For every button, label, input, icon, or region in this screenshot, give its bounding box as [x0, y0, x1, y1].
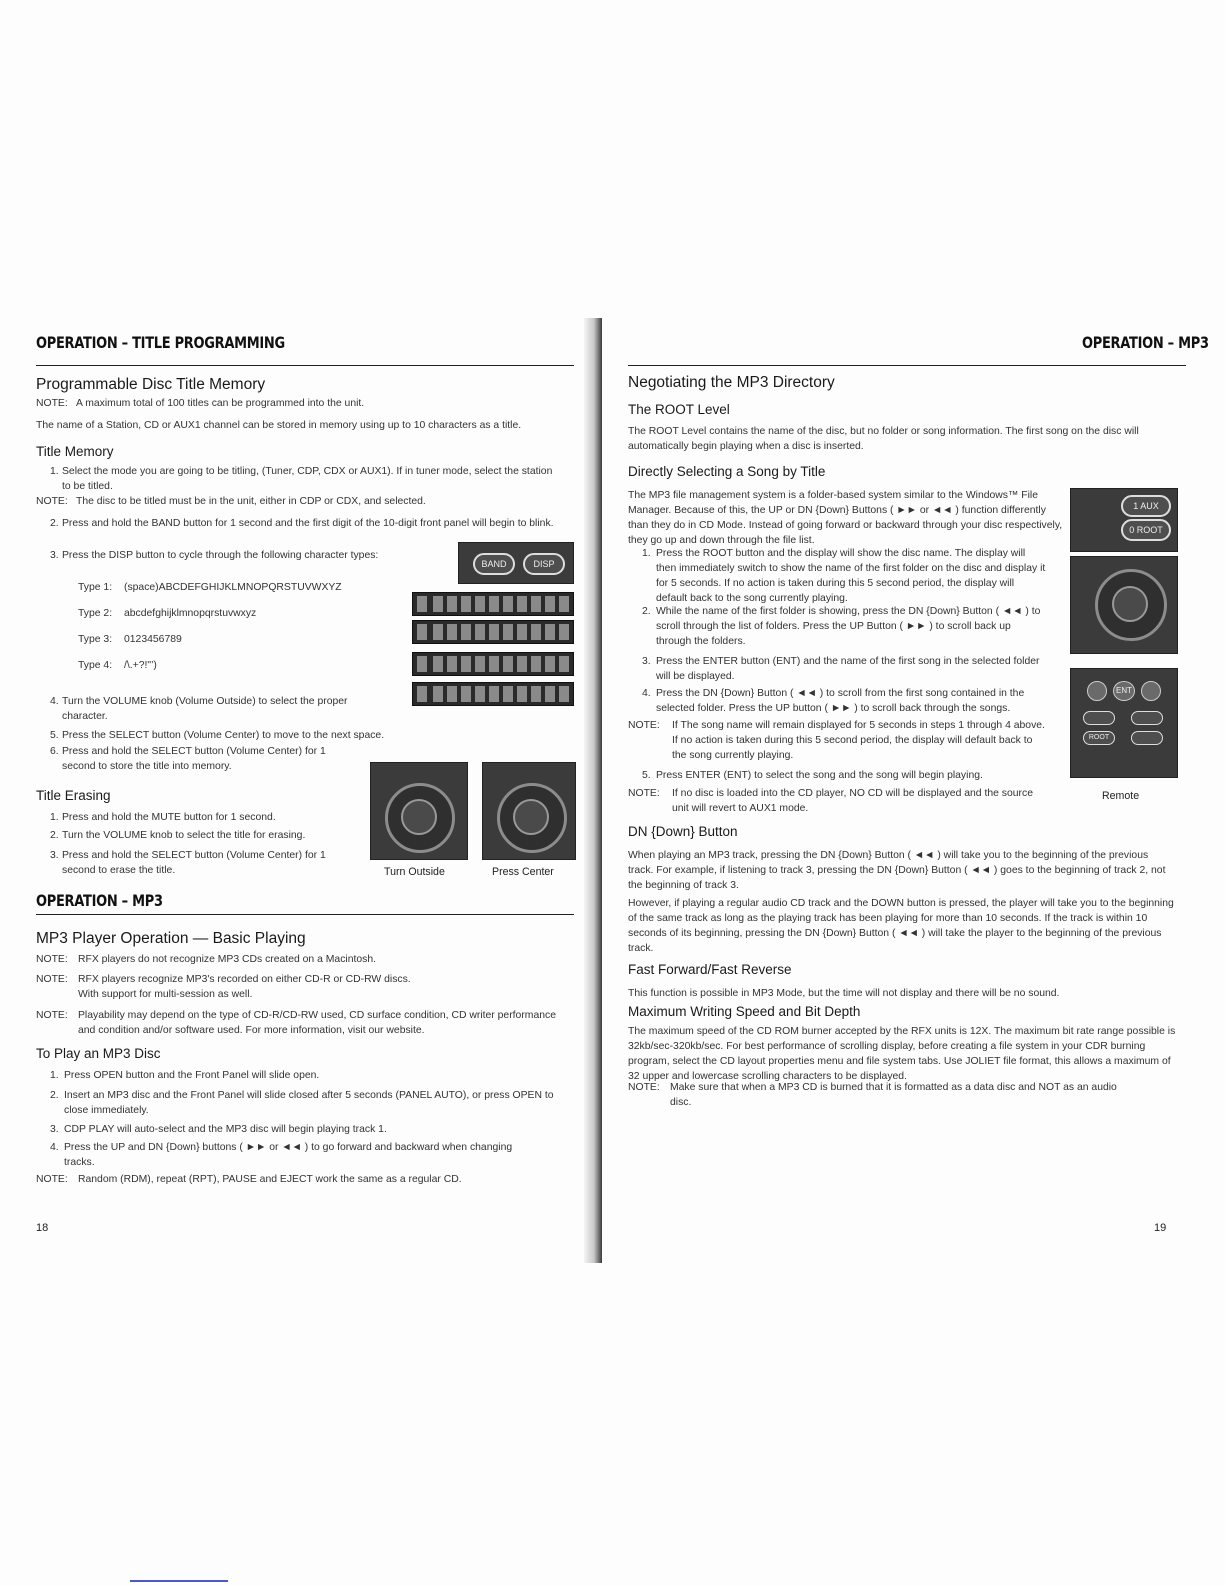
note-text: RFX players recognize MP3's recorded on either CD-R or CD-RW discs. With support for multi-session as well. — [78, 974, 411, 1000]
note-label: NOTE: — [36, 974, 68, 985]
paragraph-maximum: The maximum speed of the CD ROM burner accepted by the RFX units is 12X. The maximum bit rate range possible is 32kb/sec-320kb/sec. For best performance of scrolling display, before creating a file system in your CDR burning program, select the CD layout properties menu and file system tabs. Use JOLIET file format, this allows a maximum of 32 upper and lowercase scrolling characters to be displayed. — [628, 1026, 1176, 1082]
list-number: 5. — [50, 730, 59, 741]
lcd-display-icon — [412, 620, 574, 644]
volume-knob-icon — [370, 762, 468, 860]
list-item: Press the SELECT button (Volume Center) to move to the next space. — [62, 730, 385, 741]
heading-programmable-disc-title-memory: Programmable Disc Title Memory — [36, 376, 266, 393]
list-number: 2. — [642, 606, 651, 617]
left-page — [0, 0, 600, 1585]
list-number: 3. — [642, 656, 651, 667]
header-rule — [36, 914, 574, 915]
note-text: A maximum total of 100 titles can be programmed into the unit. — [76, 398, 365, 409]
page-number: 19 — [1154, 1222, 1167, 1234]
header-rule — [36, 365, 574, 366]
volume-knob-icon — [1070, 556, 1178, 654]
volume-knob-icon — [482, 762, 576, 860]
remote-control-icon — [1070, 668, 1178, 778]
note-label: NOTE: — [628, 720, 660, 731]
note-label: NOTE: — [36, 1174, 68, 1185]
list-number: 5. — [642, 770, 651, 781]
list-number: 3. — [50, 850, 59, 861]
caption-remote: Remote — [1102, 790, 1140, 802]
note-text: If The song name will remain displayed for 5 seconds in steps 1 through 4 above. If no action is taken during this 5 second period, the display will default back to the song currently playing. — [672, 720, 1045, 761]
note-label: NOTE: — [628, 788, 660, 799]
list-item: Press and hold the SELECT button (Volume Center) for 1 second to store the title into memory. — [62, 746, 326, 772]
list-number: 3. — [50, 1124, 59, 1135]
heading-maximum-writing-speed: Maximum Writing Speed and Bit Depth — [628, 1004, 861, 1019]
list-number: 1. — [50, 812, 59, 823]
list-item: CDP PLAY will auto-select and the MP3 disc will begin playing track 1. — [64, 1124, 387, 1135]
list-item: Press the DISP button to cycle through the following character types: — [62, 550, 379, 561]
list-number: 2. — [50, 830, 59, 841]
aux-root-buttons-photo — [1070, 488, 1178, 552]
list-number: 2. — [50, 1090, 59, 1101]
type-3-value: 0123456789 — [124, 634, 182, 645]
section-header-mp3: OPERATION – MP3 — [1082, 334, 1209, 353]
type-2-value: abcdefghijklmnopqrstuvwxyz — [124, 608, 257, 619]
aux-button-icon: 1 AUX — [1121, 495, 1171, 517]
paragraph-directly-selecting: The MP3 file management system is a folder-based system similar to the Windows™ File Manager. Because of this, the UP or DN {Down} Buttons ( ►► or ◄◄ ) function differently than they do in CD Mode. Instead of going forward or backward through your disc respectively, they go up and down through the file list. — [628, 490, 1063, 546]
list-number: 2. — [50, 518, 59, 529]
note-text: RFX players do not recognize MP3 CDs created on a Macintosh. — [78, 954, 377, 965]
list-number: 1. — [50, 466, 59, 477]
paragraph-root-level: The ROOT Level contains the name of the disc, but no folder or song information. The first song on the disc will automatically begin playing when a disc is inserted. — [628, 426, 1139, 452]
paragraph-station-name: The name of a Station, CD or AUX1 channel can be stored in memory using up to 10 characters as a title. — [36, 420, 522, 431]
section-header-mp3: OPERATION – MP3 — [36, 892, 163, 911]
list-item: Press and hold the BAND button for 1 second and the first digit of the 10-digit front panel will begin to blink. — [62, 518, 554, 529]
right-page — [600, 0, 1225, 1585]
heading-fast-forward-reverse: Fast Forward/Fast Reverse — [628, 962, 792, 977]
list-number: 4. — [642, 688, 651, 699]
list-number: 3. — [50, 550, 59, 561]
link-underline — [130, 1580, 228, 1582]
list-item: Select the mode you are going to be titling, (Tuner, CDP, CDX or AUX1). If in tuner mode, select the station to be titled. — [62, 466, 553, 492]
list-number: 4. — [50, 1142, 59, 1153]
note-text: Playability may depend on the type of CD-R/CD-RW used, CD surface condition, CD writer performance and condition and/or software used. For more information, visit our website. — [78, 1010, 556, 1036]
heading-dn-down-button: DN {Down} Button — [628, 824, 738, 839]
list-item: Press ENTER (ENT) to select the song and the song will begin playing. — [656, 770, 983, 781]
heading-negotiating-mp3-directory: Negotiating the MP3 Directory — [628, 374, 835, 391]
heading-mp3-player-operation: MP3 Player Operation — Basic Playing — [36, 930, 306, 947]
list-item: Insert an MP3 disc and the Front Panel will slide closed after 5 seconds (PANEL AUTO), or press OPEN to close immediately. — [64, 1090, 554, 1116]
caption-press-center: Press Center — [492, 866, 554, 878]
band-button-icon: BAND — [473, 553, 515, 575]
paragraph-fast: This function is possible in MP3 Mode, but the time will not display and there will be no sound. — [628, 988, 1060, 999]
enter-button-icon: ENT — [1113, 681, 1135, 701]
type-3-label: Type 3: — [78, 634, 113, 645]
list-number: 4. — [50, 696, 59, 707]
lcd-display-icon — [412, 652, 574, 676]
list-number: 1. — [642, 548, 651, 559]
type-4-label: Type 4: — [78, 660, 113, 671]
list-item: Press the UP and DN {Down} buttons ( ►► or ◄◄ ) to go forward and backward when changing tracks. — [64, 1142, 513, 1168]
band-disp-buttons-photo — [458, 542, 574, 584]
note-label: NOTE: — [36, 954, 68, 965]
list-item: Turn the VOLUME knob (Volume Outside) to select the proper character. — [62, 696, 348, 722]
type-1-label: Type 1: — [78, 582, 113, 593]
remote-root-button-icon: ROOT — [1083, 731, 1115, 745]
heading-to-play-mp3-disc: To Play an MP3 Disc — [36, 1046, 161, 1061]
lcd-display-icon — [412, 592, 574, 616]
note-text: The disc to be titled must be in the unit, either in CDP or CDX, and selected. — [76, 496, 426, 507]
type-1-value: (space)ABCDEFGHIJKLMNOPQRSTUVWXYZ — [124, 582, 342, 593]
list-number: 1. — [50, 1070, 59, 1081]
note-text: If no disc is loaded into the CD player, NO CD will be displayed and the source unit will revert to AUX1 mode. — [672, 788, 1033, 814]
note-text: Make sure that when a MP3 CD is burned that it is formatted as a data disc and NOT as an audio disc. — [670, 1082, 1117, 1108]
heading-title-erasing: Title Erasing — [36, 788, 111, 803]
type-2-label: Type 2: — [78, 608, 113, 619]
list-item: Press the ROOT button and the display will show the disc name. The display will then immediately switch to show the name of the first folder on the disc and display it for 5 seconds. If no action is taken during this 5 second period, the display will default back to the song currently playing. — [656, 548, 1046, 604]
lcd-display-icon — [412, 682, 574, 706]
list-number: 6. — [50, 746, 59, 757]
note-label: NOTE: — [36, 398, 68, 409]
paragraph-dn-1: When playing an MP3 track, pressing the DN {Down} Button ( ◄◄ ) will take you to the beginning of the previous track. For example, if listening to track 3, pressing the DN {Down} Button ( ◄◄ ) goes to the beginning of track 2, not the beginning of track 3. — [628, 850, 1166, 891]
list-item: Press and hold the SELECT button (Volume Center) for 1 second to erase the title. — [62, 850, 326, 876]
root-button-icon: 0 ROOT — [1121, 519, 1171, 541]
type-4-value: /\.+?!"’) — [124, 660, 157, 671]
list-item: Press OPEN button and the Front Panel will slide open. — [64, 1070, 320, 1081]
note-label: NOTE: — [36, 1010, 68, 1021]
note-label: NOTE: — [36, 496, 68, 507]
disp-button-icon: DISP — [523, 553, 565, 575]
note-label: NOTE: — [628, 1082, 660, 1093]
header-rule — [628, 365, 1186, 366]
list-item: Press the DN {Down} Button ( ◄◄ ) to scroll from the first song contained in the selected folder. Press the UP button ( ►► ) to scroll back through the songs. — [656, 688, 1025, 714]
heading-title-memory: Title Memory — [36, 444, 114, 459]
heading-root-level: The ROOT Level — [628, 402, 730, 417]
heading-directly-selecting: Directly Selecting a Song by Title — [628, 464, 826, 479]
page-number: 18 — [36, 1222, 49, 1234]
section-header-title-programming: OPERATION – TITLE PROGRAMMING — [36, 334, 285, 353]
list-item: Press the ENTER button (ENT) and the name of the first song in the selected folder will be displayed. — [656, 656, 1040, 682]
list-item: Press and hold the MUTE button for 1 second. — [62, 812, 276, 823]
list-item: While the name of the first folder is showing, press the DN {Down} Button ( ◄◄ ) to scroll through the list of folders. Press the UP Button ( ►► ) to scroll back up through the folders. — [656, 606, 1041, 647]
paragraph-dn-2: However, if playing a regular audio CD track and the DOWN button is pressed, the player will take you to the beginning of the same track as long as the playing track has been playing for more than 10 seconds. If the track is within 10 seconds of its beginning, pressing the DN {Down} Button ( ◄◄ ) will take the player to the beginning of the previous track. — [628, 898, 1174, 954]
note-text: Random (RDM), repeat (RPT), PAUSE and EJECT work the same as a regular CD. — [78, 1174, 462, 1185]
list-item: Turn the VOLUME knob to select the title for erasing. — [62, 830, 306, 841]
caption-turn-outside: Turn Outside — [384, 866, 445, 878]
